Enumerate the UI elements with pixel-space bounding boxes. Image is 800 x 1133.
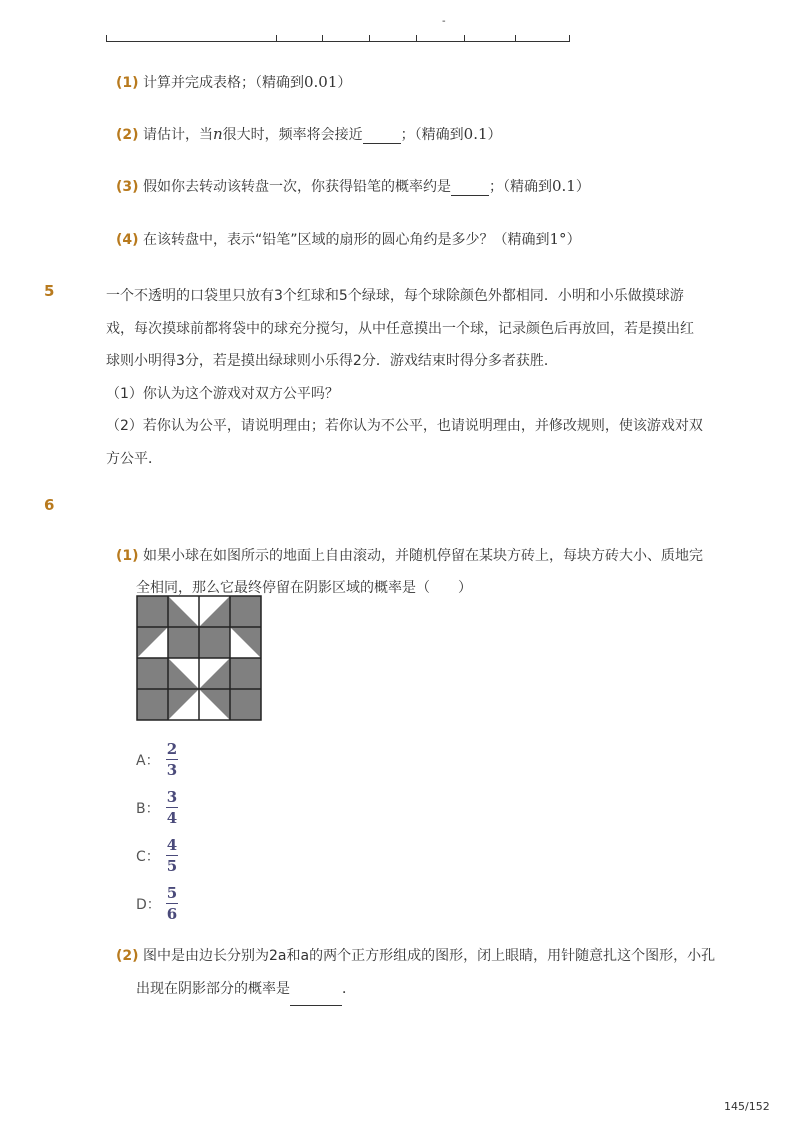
- q5-line: 方公平．: [106, 450, 162, 467]
- table-cell-dash: -: [442, 16, 446, 27]
- q5-line: 一个不透明的口袋里只放有3个红球和5个绿球，每个球除颜色外都相同．小明和小乐做摸球游: [106, 288, 684, 304]
- option-a[interactable]: A： $\frac{2}{3}$: [136, 740, 178, 779]
- fraction: $\frac{3}{4}$: [166, 788, 178, 827]
- q5-line: （2）若你认为公平，请说明理由；若你认为不公平，也请说明理由，并修改规则，使该游戏对双: [106, 418, 703, 434]
- tile-grid-figure: [136, 595, 262, 721]
- option-c[interactable]: C： $\frac{4}{5}$: [136, 836, 178, 875]
- q5-body: [106, 280, 786, 475]
- q4-part-4: (4) 在该转盘中，表示“铅笔”区域的扇形的圆心角约是多少？（精确到1°）: [116, 230, 581, 248]
- answer-blank[interactable]: [451, 181, 489, 196]
- q4-part-2: (2) 请估计，当n很大时，频率将会接近 ；（精确到0.1）: [116, 125, 502, 143]
- page-number: 145/152: [724, 1100, 770, 1113]
- option-d[interactable]: D： $\frac{5}{6}$: [136, 884, 178, 923]
- q5-line: 戏，每次摸球前都将袋中的球充分搅匀，从中任意摸出一个球，记录颜色后再放回，若是摸出红: [106, 320, 694, 337]
- q6-part-1: (1) 如果小球在如图所示的地面上自由滚动，并随机停留在某块方砖上，每块方砖大小、质地完 全相同，那么它最终停留在阴影区域的概率是（ ）: [116, 548, 703, 596]
- option-b[interactable]: B： $\frac{3}{4}$: [136, 788, 178, 827]
- question-number-5: 5: [44, 282, 55, 300]
- question-number-6: 6: [44, 496, 55, 514]
- answer-blank[interactable]: [363, 129, 401, 144]
- answer-blank[interactable]: [290, 991, 342, 1006]
- q4-part-3: (3) 假如你去转动该转盘一次，你获得铅笔的概率约是 ；（精确到0.1）: [116, 177, 590, 195]
- fraction: $\frac{2}{3}$: [166, 740, 178, 779]
- q6-part-2: (2) 图中是由边长分别为2a和a的两个正方形组成的图形，闭上眼睛，用针随意扎这个图形，小孔 出现在阴影部分的概率是 ．: [116, 940, 715, 1006]
- q4-part-1: (1) 计算并完成表格；（精确到0.01）: [116, 73, 352, 91]
- q5-line: （1）你认为这个游戏对双方公平吗？: [106, 385, 339, 402]
- fraction: $\frac{4}{5}$: [166, 836, 178, 875]
- fraction: $\frac{5}{6}$: [166, 884, 178, 923]
- q5-line: 球则小明得3分，若是摸出绿球则小乐得2分．游戏结束时得分多者获胜．: [106, 353, 558, 369]
